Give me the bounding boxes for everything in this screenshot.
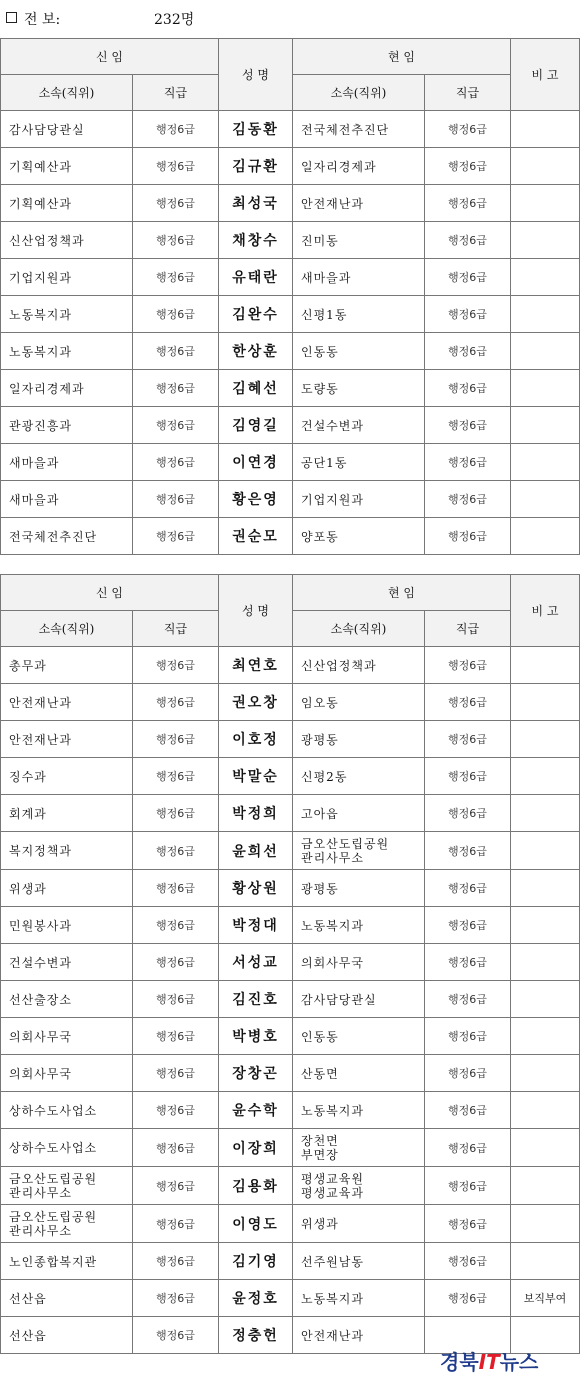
new-rank-cell: 행정6급	[133, 111, 219, 148]
cell-line: 평생교육과	[301, 1185, 364, 1200]
cell-line: 금오산도립공원	[301, 836, 390, 851]
table-row	[1, 1018, 580, 1055]
name-cell: 김진호	[219, 981, 293, 1018]
table-row	[1, 185, 580, 222]
header-note: 비 고	[511, 575, 580, 647]
note-cell	[511, 1018, 580, 1055]
name-cell: 박정대	[219, 907, 293, 944]
name-cell: 황상원	[219, 870, 293, 907]
table-row	[1, 333, 580, 370]
current-rank-cell: 행정6급	[425, 981, 511, 1018]
new-rank-cell: 행정6급	[133, 185, 219, 222]
new-org-cell: 상하수도사업소	[1, 1129, 133, 1167]
note-cell	[511, 1167, 580, 1205]
table-row	[1, 647, 580, 684]
table-row	[1, 407, 580, 444]
new-rank-cell: 행정6급	[133, 1167, 219, 1205]
current-org-cell: 신산업정책과	[293, 647, 425, 684]
table-row	[1, 481, 580, 518]
new-org-cell: 관광진흥과	[1, 407, 133, 444]
new-rank-cell: 행정6급	[133, 795, 219, 832]
note-cell	[511, 296, 580, 333]
table-row	[1, 444, 580, 481]
current-org-cell: 노동복지과	[293, 1280, 425, 1317]
current-rank-cell: 행정6급	[425, 481, 511, 518]
new-rank-cell: 행정6급	[133, 1317, 219, 1354]
transfer-count: 232명	[154, 12, 195, 28]
new-rank-cell: 행정6급	[133, 1243, 219, 1280]
new-org-cell: 새마을과	[1, 481, 133, 518]
cell-line: 관리사무소	[9, 1185, 72, 1200]
new-org-cell: 의회사무국	[1, 1018, 133, 1055]
current-rank-cell: 행정6급	[425, 758, 511, 795]
table-row	[1, 370, 580, 407]
name-cell: 정충헌	[219, 1317, 293, 1354]
note-cell	[511, 444, 580, 481]
table-row	[1, 795, 580, 832]
table-row	[1, 296, 580, 333]
name-cell: 이장희	[219, 1129, 293, 1167]
note-cell	[511, 721, 580, 758]
watermark-part-3: 뉴스	[499, 1350, 539, 1374]
new-org-cell: 상하수도사업소	[1, 1092, 133, 1129]
name-cell: 이연경	[219, 444, 293, 481]
new-org-cell: 총무과	[1, 647, 133, 684]
new-org-cell: 전국체전추진단	[1, 518, 133, 555]
new-org-cell: 위생과	[1, 870, 133, 907]
new-org-cell: 노인종합복지관	[1, 1243, 133, 1280]
new-rank-cell: 행정6급	[133, 1055, 219, 1092]
table-row	[1, 981, 580, 1018]
current-rank-cell: 행정6급	[425, 407, 511, 444]
new-rank-cell: 행정6급	[133, 1205, 219, 1243]
table-row	[1, 1167, 580, 1205]
new-org-cell: 노동복지과	[1, 333, 133, 370]
new-rank-cell: 행정6급	[133, 981, 219, 1018]
new-rank-cell: 행정6급	[133, 1018, 219, 1055]
name-cell: 박정희	[219, 795, 293, 832]
current-rank-cell: 행정6급	[425, 647, 511, 684]
current-org-cell: 공단1동	[293, 444, 425, 481]
current-org-cell: 의회사무국	[293, 944, 425, 981]
new-org-cell: 감사담당관실	[1, 111, 133, 148]
name-cell: 한상훈	[219, 333, 293, 370]
note-cell	[511, 795, 580, 832]
cell-line: 관리사무소	[301, 850, 364, 865]
name-cell: 권오창	[219, 684, 293, 721]
current-rank-cell: 행정6급	[425, 1129, 511, 1167]
new-org-cell: 안전재난과	[1, 721, 133, 758]
new-rank-cell: 행정6급	[133, 684, 219, 721]
header-new-org: 소속(직위)	[1, 75, 133, 111]
new-org-cell: 노동복지과	[1, 296, 133, 333]
new-org-cell: 회계과	[1, 795, 133, 832]
current-rank-cell: 행정6급	[425, 870, 511, 907]
name-cell: 김영길	[219, 407, 293, 444]
new-org-cell: 복지정책과	[1, 832, 133, 870]
current-org-cell: 감사담당관실	[293, 981, 425, 1018]
watermark-part-2: IT	[478, 1350, 500, 1374]
header-current-rank: 직급	[425, 75, 511, 111]
current-rank-cell: 행정6급	[425, 222, 511, 259]
header-new: 신 임	[1, 575, 219, 611]
table-row	[1, 1280, 580, 1317]
current-rank-cell: 행정6급	[425, 370, 511, 407]
table-row	[1, 1055, 580, 1092]
table-row	[1, 1129, 580, 1167]
new-rank-cell: 행정6급	[133, 758, 219, 795]
new-org-cell: 일자리경제과	[1, 370, 133, 407]
table-row	[1, 222, 580, 259]
note-cell	[511, 1092, 580, 1129]
new-org-cell: 민원봉사과	[1, 907, 133, 944]
new-rank-cell: 행정6급	[133, 148, 219, 185]
name-cell: 김용화	[219, 1167, 293, 1205]
table-row	[1, 518, 580, 555]
name-cell: 김규환	[219, 148, 293, 185]
name-cell: 박말순	[219, 758, 293, 795]
name-cell: 권순모	[219, 518, 293, 555]
note-cell	[511, 981, 580, 1018]
table-row	[1, 259, 580, 296]
name-cell: 김혜선	[219, 370, 293, 407]
watermark-part-1: 경북	[440, 1350, 479, 1374]
table-row	[1, 684, 580, 721]
current-org-cell: 도량동	[293, 370, 425, 407]
name-cell: 최연호	[219, 647, 293, 684]
current-rank-cell: 행정6급	[425, 684, 511, 721]
current-org-cell: 안전재난과	[293, 1317, 425, 1354]
note-cell	[511, 647, 580, 684]
name-cell: 김완수	[219, 296, 293, 333]
current-rank-cell: 행정6급	[425, 1280, 511, 1317]
current-org-cell: 광평동	[293, 870, 425, 907]
header-current: 현 임	[293, 39, 511, 75]
header-row	[1, 39, 580, 75]
current-org-cell: 안전재난과	[293, 185, 425, 222]
current-rank-cell: 행정6급	[425, 795, 511, 832]
new-rank-cell: 행정6급	[133, 832, 219, 870]
new-org-cell: 기획예산과	[1, 148, 133, 185]
new-rank-cell: 행정6급	[133, 333, 219, 370]
new-rank-cell: 행정6급	[133, 222, 219, 259]
header-name: 성 명	[219, 575, 293, 647]
name-cell: 김동환	[219, 111, 293, 148]
header-current-org: 소속(직위)	[293, 611, 425, 647]
note-cell	[511, 1129, 580, 1167]
new-org-cell: 선산읍	[1, 1280, 133, 1317]
table-row	[1, 1205, 580, 1243]
new-rank-cell: 행정6급	[133, 1129, 219, 1167]
current-org-cell: 임오동	[293, 684, 425, 721]
table-row	[1, 111, 580, 148]
current-org-cell: 인동동	[293, 333, 425, 370]
new-rank-cell: 행정6급	[133, 944, 219, 981]
table-row	[1, 758, 580, 795]
current-rank-cell: 행정6급	[425, 185, 511, 222]
current-org-cell	[293, 832, 425, 870]
new-org-cell	[1, 1167, 133, 1205]
cell-line: 장천면	[301, 1133, 339, 1148]
new-org-cell: 선산출장소	[1, 981, 133, 1018]
current-rank-cell: 행정6급	[425, 333, 511, 370]
note-cell: 보직부여	[511, 1280, 580, 1317]
transfer-table-2	[0, 574, 580, 1354]
table-row	[1, 944, 580, 981]
name-cell: 윤정호	[219, 1280, 293, 1317]
new-rank-cell: 행정6급	[133, 1092, 219, 1129]
new-rank-cell: 행정6급	[133, 721, 219, 758]
header-row	[1, 575, 580, 611]
cell-line: 금오산도립공원	[9, 1171, 98, 1186]
transfer-table-1	[0, 38, 580, 555]
note-cell	[511, 518, 580, 555]
current-org-cell: 신평2동	[293, 758, 425, 795]
new-org-cell: 건설수변과	[1, 944, 133, 981]
header-note: 비 고	[511, 39, 580, 111]
current-org-cell: 위생과	[293, 1205, 425, 1243]
current-rank-cell: 행정6급	[425, 1167, 511, 1205]
current-org-cell: 건설수변과	[293, 407, 425, 444]
new-org-cell: 기업지원과	[1, 259, 133, 296]
new-rank-cell: 행정6급	[133, 1280, 219, 1317]
current-rank-cell: 행정6급	[425, 296, 511, 333]
note-cell	[511, 333, 580, 370]
name-cell: 이영도	[219, 1205, 293, 1243]
current-org-cell: 새마을과	[293, 259, 425, 296]
name-cell: 박병호	[219, 1018, 293, 1055]
name-cell: 유태란	[219, 259, 293, 296]
name-cell: 윤희선	[219, 832, 293, 870]
new-org-cell	[1, 1205, 133, 1243]
current-rank-cell: 행정6급	[425, 1243, 511, 1280]
new-rank-cell: 행정6급	[133, 907, 219, 944]
current-rank-cell: 행정6급	[425, 1018, 511, 1055]
current-org-cell: 노동복지과	[293, 907, 425, 944]
current-rank-cell: 행정6급	[425, 518, 511, 555]
cell-line: 금오산도립공원	[9, 1209, 98, 1224]
new-rank-cell: 행정6급	[133, 870, 219, 907]
note-cell	[511, 684, 580, 721]
new-rank-cell: 행정6급	[133, 296, 219, 333]
current-rank-cell: 행정6급	[425, 907, 511, 944]
current-org-cell: 산동면	[293, 1055, 425, 1092]
current-rank-cell: 행정6급	[425, 1092, 511, 1129]
cell-line: 부면장	[301, 1147, 339, 1162]
new-org-cell: 새마을과	[1, 444, 133, 481]
name-cell: 김기영	[219, 1243, 293, 1280]
note-cell	[511, 481, 580, 518]
new-rank-cell: 행정6급	[133, 407, 219, 444]
current-org-cell	[293, 1167, 425, 1205]
name-cell: 윤수학	[219, 1092, 293, 1129]
note-cell	[511, 870, 580, 907]
current-org-cell: 양포동	[293, 518, 425, 555]
note-cell	[511, 1243, 580, 1280]
table-row	[1, 148, 580, 185]
header-current: 현 임	[293, 575, 511, 611]
note-cell	[511, 370, 580, 407]
current-rank-cell: 행정6급	[425, 259, 511, 296]
table-row	[1, 721, 580, 758]
header-current-rank: 직급	[425, 611, 511, 647]
new-org-cell: 안전재난과	[1, 684, 133, 721]
note-cell	[511, 1055, 580, 1092]
current-rank-cell: 행정6급	[425, 944, 511, 981]
new-rank-cell: 행정6급	[133, 481, 219, 518]
note-cell	[511, 148, 580, 185]
note-cell	[511, 407, 580, 444]
table-row	[1, 832, 580, 870]
current-org-cell: 인동동	[293, 1018, 425, 1055]
current-org-cell: 신평1동	[293, 296, 425, 333]
table-row	[1, 907, 580, 944]
name-cell: 이호정	[219, 721, 293, 758]
header-new-rank: 직급	[133, 75, 219, 111]
transfer-label: 전 보:	[24, 12, 61, 28]
table-row	[1, 1092, 580, 1129]
current-org-cell: 광평동	[293, 721, 425, 758]
current-rank-cell: 행정6급	[425, 832, 511, 870]
current-rank-cell: 행정6급	[425, 721, 511, 758]
new-org-cell: 의회사무국	[1, 1055, 133, 1092]
new-org-cell: 징수과	[1, 758, 133, 795]
new-rank-cell: 행정6급	[133, 259, 219, 296]
note-cell	[511, 907, 580, 944]
note-cell	[511, 1205, 580, 1243]
table-row	[1, 870, 580, 907]
note-cell	[511, 259, 580, 296]
header-name: 성 명	[219, 39, 293, 111]
current-rank-cell: 행정6급	[425, 111, 511, 148]
cell-line: 관리사무소	[9, 1223, 72, 1238]
current-org-cell: 고아읍	[293, 795, 425, 832]
current-org-cell: 진미동	[293, 222, 425, 259]
name-cell: 장창곤	[219, 1055, 293, 1092]
new-rank-cell: 행정6급	[133, 370, 219, 407]
new-org-cell: 선산읍	[1, 1317, 133, 1354]
current-org-cell: 선주원남동	[293, 1243, 425, 1280]
header-new-org: 소속(직위)	[1, 611, 133, 647]
name-cell: 서성교	[219, 944, 293, 981]
note-cell	[511, 111, 580, 148]
header-new: 신 임	[1, 39, 219, 75]
note-cell	[511, 222, 580, 259]
header-current-org: 소속(직위)	[293, 75, 425, 111]
current-rank-cell: 행정6급	[425, 1205, 511, 1243]
checkbox-square-icon	[6, 12, 17, 23]
note-cell	[511, 758, 580, 795]
new-org-cell: 기획예산과	[1, 185, 133, 222]
current-org-cell: 기업지원과	[293, 481, 425, 518]
document-header	[0, 0, 580, 38]
new-rank-cell: 행정6급	[133, 518, 219, 555]
current-rank-cell: 행정6급	[425, 148, 511, 185]
note-cell	[511, 832, 580, 870]
header-new-rank: 직급	[133, 611, 219, 647]
new-org-cell: 신산업정책과	[1, 222, 133, 259]
name-cell: 황은영	[219, 481, 293, 518]
current-org-cell	[293, 1129, 425, 1167]
name-cell: 최성국	[219, 185, 293, 222]
watermark-logo	[440, 1346, 578, 1378]
current-org-cell: 전국체전추진단	[293, 111, 425, 148]
current-org-cell: 일자리경제과	[293, 148, 425, 185]
current-rank-cell: 행정6급	[425, 444, 511, 481]
new-rank-cell: 행정6급	[133, 444, 219, 481]
new-rank-cell: 행정6급	[133, 647, 219, 684]
note-cell	[511, 944, 580, 981]
current-rank-cell: 행정6급	[425, 1055, 511, 1092]
name-cell: 채창수	[219, 222, 293, 259]
current-org-cell: 노동복지과	[293, 1092, 425, 1129]
cell-line: 평생교육원	[301, 1171, 364, 1186]
table-row	[1, 1243, 580, 1280]
note-cell	[511, 185, 580, 222]
